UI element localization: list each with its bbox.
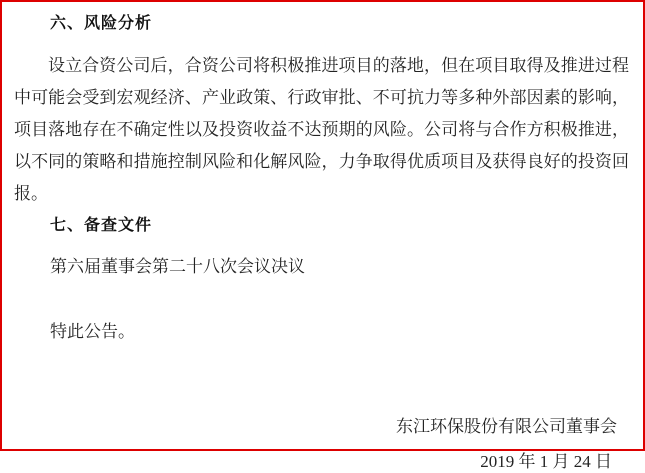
signature-company: 东江环保股份有限公司董事会 bbox=[396, 417, 617, 436]
signature-date: 2019 年 1 月 24 日 bbox=[480, 452, 612, 471]
reference-document-item: 第六届董事会第二十八次会议决议 bbox=[50, 257, 305, 276]
signature-block bbox=[14, 416, 629, 473]
risk-analysis-heading: 六、风险分析 bbox=[50, 15, 153, 32]
reference-documents-heading: 七、备查文件 bbox=[50, 217, 153, 234]
announcement-content bbox=[2, 2, 643, 471]
closing-note: 特此公告。 bbox=[50, 322, 135, 341]
risk-analysis-paragraph: 设立合资公司后，合资公司将积极推进项目的落地，但在项目取得及推进过程中可能会受到宏观经济、产业政策、行政审批、不可抗力等多种外部因素的影响，项目落地存在不确定性以及投资收益不达预期的风险。公司将与合作方积极推进，以不同的策略和措施控制风险和化解风险，力争取得优质项目及获得良好的投资回报。 bbox=[14, 56, 629, 203]
